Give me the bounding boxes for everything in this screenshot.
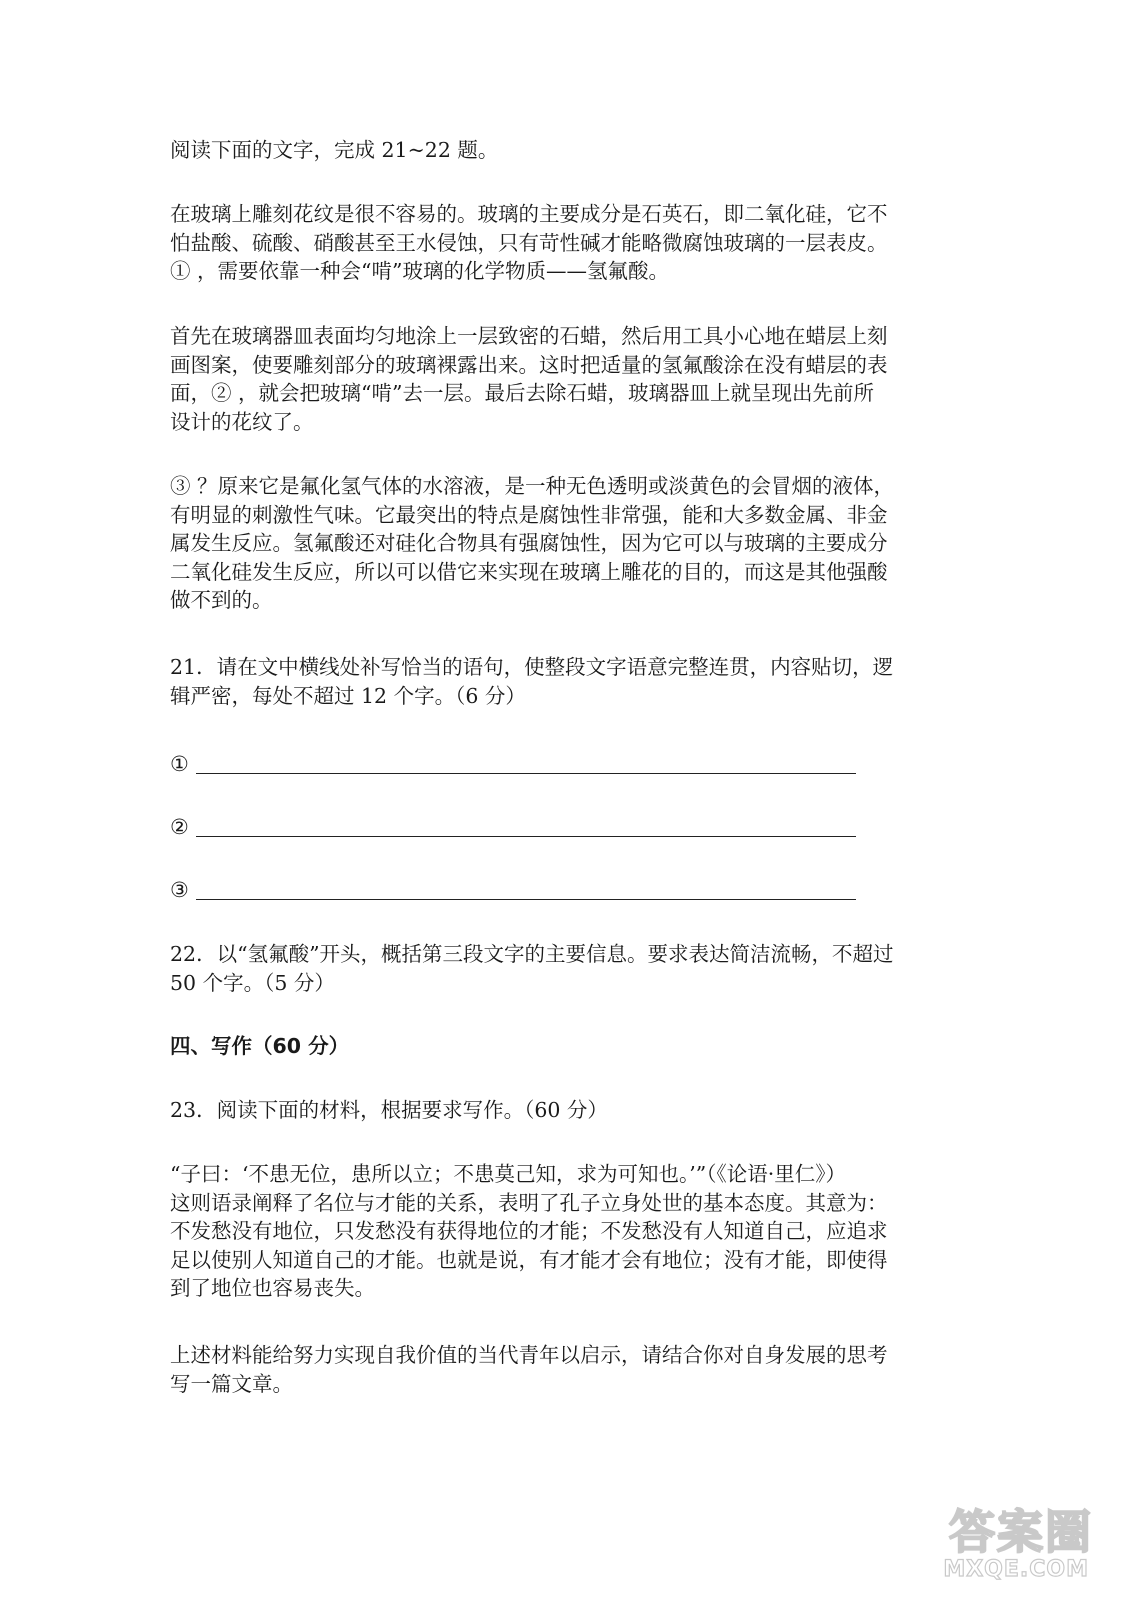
answer-line-2 (170, 809, 870, 839)
passage-paragraph-2 (170, 322, 960, 436)
answer-marker: ② (170, 815, 189, 839)
passage-line: 设计的花纹了。 (170, 409, 314, 434)
reading-intro-text: 阅读下面的文字，完成 21~22 题。 (170, 138, 499, 162)
watermark-domain: MXQE.COM (943, 1557, 1089, 1582)
passage-line: 首先在玻璃器皿表面均匀地涂上一层致密的石蜡，然后用工具小心地在蜡层上刻 (170, 324, 888, 348)
writing-task (170, 1341, 960, 1398)
question-line: 21．请在文中横线处补写恰当的语句，使整段文字语意完整连贯，内容贴切，逻 (170, 655, 894, 679)
task-line: 上述材料能给努力实现自我价值的当代青年以启示，请结合你对自身发展的思考 (170, 1343, 888, 1367)
material-line: 到了地位也容易丧失。 (170, 1276, 375, 1301)
question-line: 22．以“氢氟酸”开头，概括第三段文字的主要信息。要求表达简洁流畅，不超过 (170, 942, 894, 966)
question-line: 辑严密，每处不超过 12 个字。（6 分） (170, 683, 526, 708)
answer-line-1 (170, 746, 870, 776)
question-line: 23．阅读下面的材料，根据要求写作。（60 分） (170, 1098, 608, 1122)
answer-blank-2[interactable] (196, 814, 856, 837)
passage-line: 面，② ，就会把玻璃“啃”去一层。最后去除石蜡，玻璃器皿上就呈现出先前所 (170, 381, 874, 406)
question-line: 50 个字。（5 分） (170, 970, 335, 995)
site-watermark (913, 1496, 1093, 1582)
writing-material (170, 1160, 960, 1303)
answer-marker: ① (170, 752, 189, 776)
passage-line: 画图案，使要雕刻部分的玻璃裸露出来。这时把适量的氢氟酸涂在没有蜡层的表 (170, 352, 888, 377)
section-heading (170, 1032, 960, 1061)
passage-line: ③ ？原来它是氟化氢气体的水溶液，是一种无色透明或淡黄色的会冒烟的液体， (170, 474, 895, 498)
question-21 (170, 653, 960, 710)
answer-blank-3[interactable] (196, 877, 856, 900)
material-line: 不发愁没有地位，只发愁没有获得地位的才能；不发愁没有人知道自己，应追求 (170, 1219, 888, 1244)
reading-intro (170, 136, 960, 165)
passage-paragraph-3 (170, 472, 960, 615)
passage-line: 做不到的。 (170, 588, 273, 613)
passage-line: 有明显的刺激性气味。它最突出的特点是腐蚀性非常强，能和大多数金属、非金 (170, 502, 888, 527)
material-line: “子曰：‘不患无位，患所以立；不患莫己知，求为可知也。’”（《论语·里仁》） (170, 1162, 847, 1186)
material-line: 足以使别人知道自己的才能。也就是说，有才能才会有地位；没有才能，即使得 (170, 1247, 888, 1272)
passage-line: 属发生反应。氢氟酸还对硅化合物具有强腐蚀性，因为它可以与玻璃的主要成分 (170, 531, 888, 556)
question-22 (170, 940, 960, 997)
passage-line: 怕盐酸、硫酸、硝酸甚至王水侵蚀，只有苛性碱才能略微腐蚀玻璃的一层表皮。 (170, 230, 888, 255)
section-heading-text: 四、写作（60 分） (170, 1034, 350, 1058)
answer-marker: ③ (170, 878, 189, 902)
passage-line: 在玻璃上雕刻花纹是很不容易的。玻璃的主要成分是石英石，即二氧化硅，它不 (170, 202, 888, 226)
answer-blank-1[interactable] (196, 751, 856, 774)
question-23 (170, 1096, 960, 1125)
task-line: 写一篇文章。 (170, 1371, 293, 1396)
passage-line: 二氧化硅发生反应，所以可以借它来实现在玻璃上雕花的目的，而这是其他强酸 (170, 559, 888, 584)
watermark-logo-text: 答案圈 (949, 1505, 1093, 1559)
passage-line: ① ，需要依靠一种会“啃”玻璃的化学物质——氢氟酸。 (170, 259, 669, 284)
material-line: 这则语录阐释了名位与才能的关系，表明了孔子立身处世的基本态度。其意为： (170, 1190, 888, 1215)
passage-paragraph-1 (170, 200, 960, 286)
answer-line-3 (170, 872, 870, 902)
